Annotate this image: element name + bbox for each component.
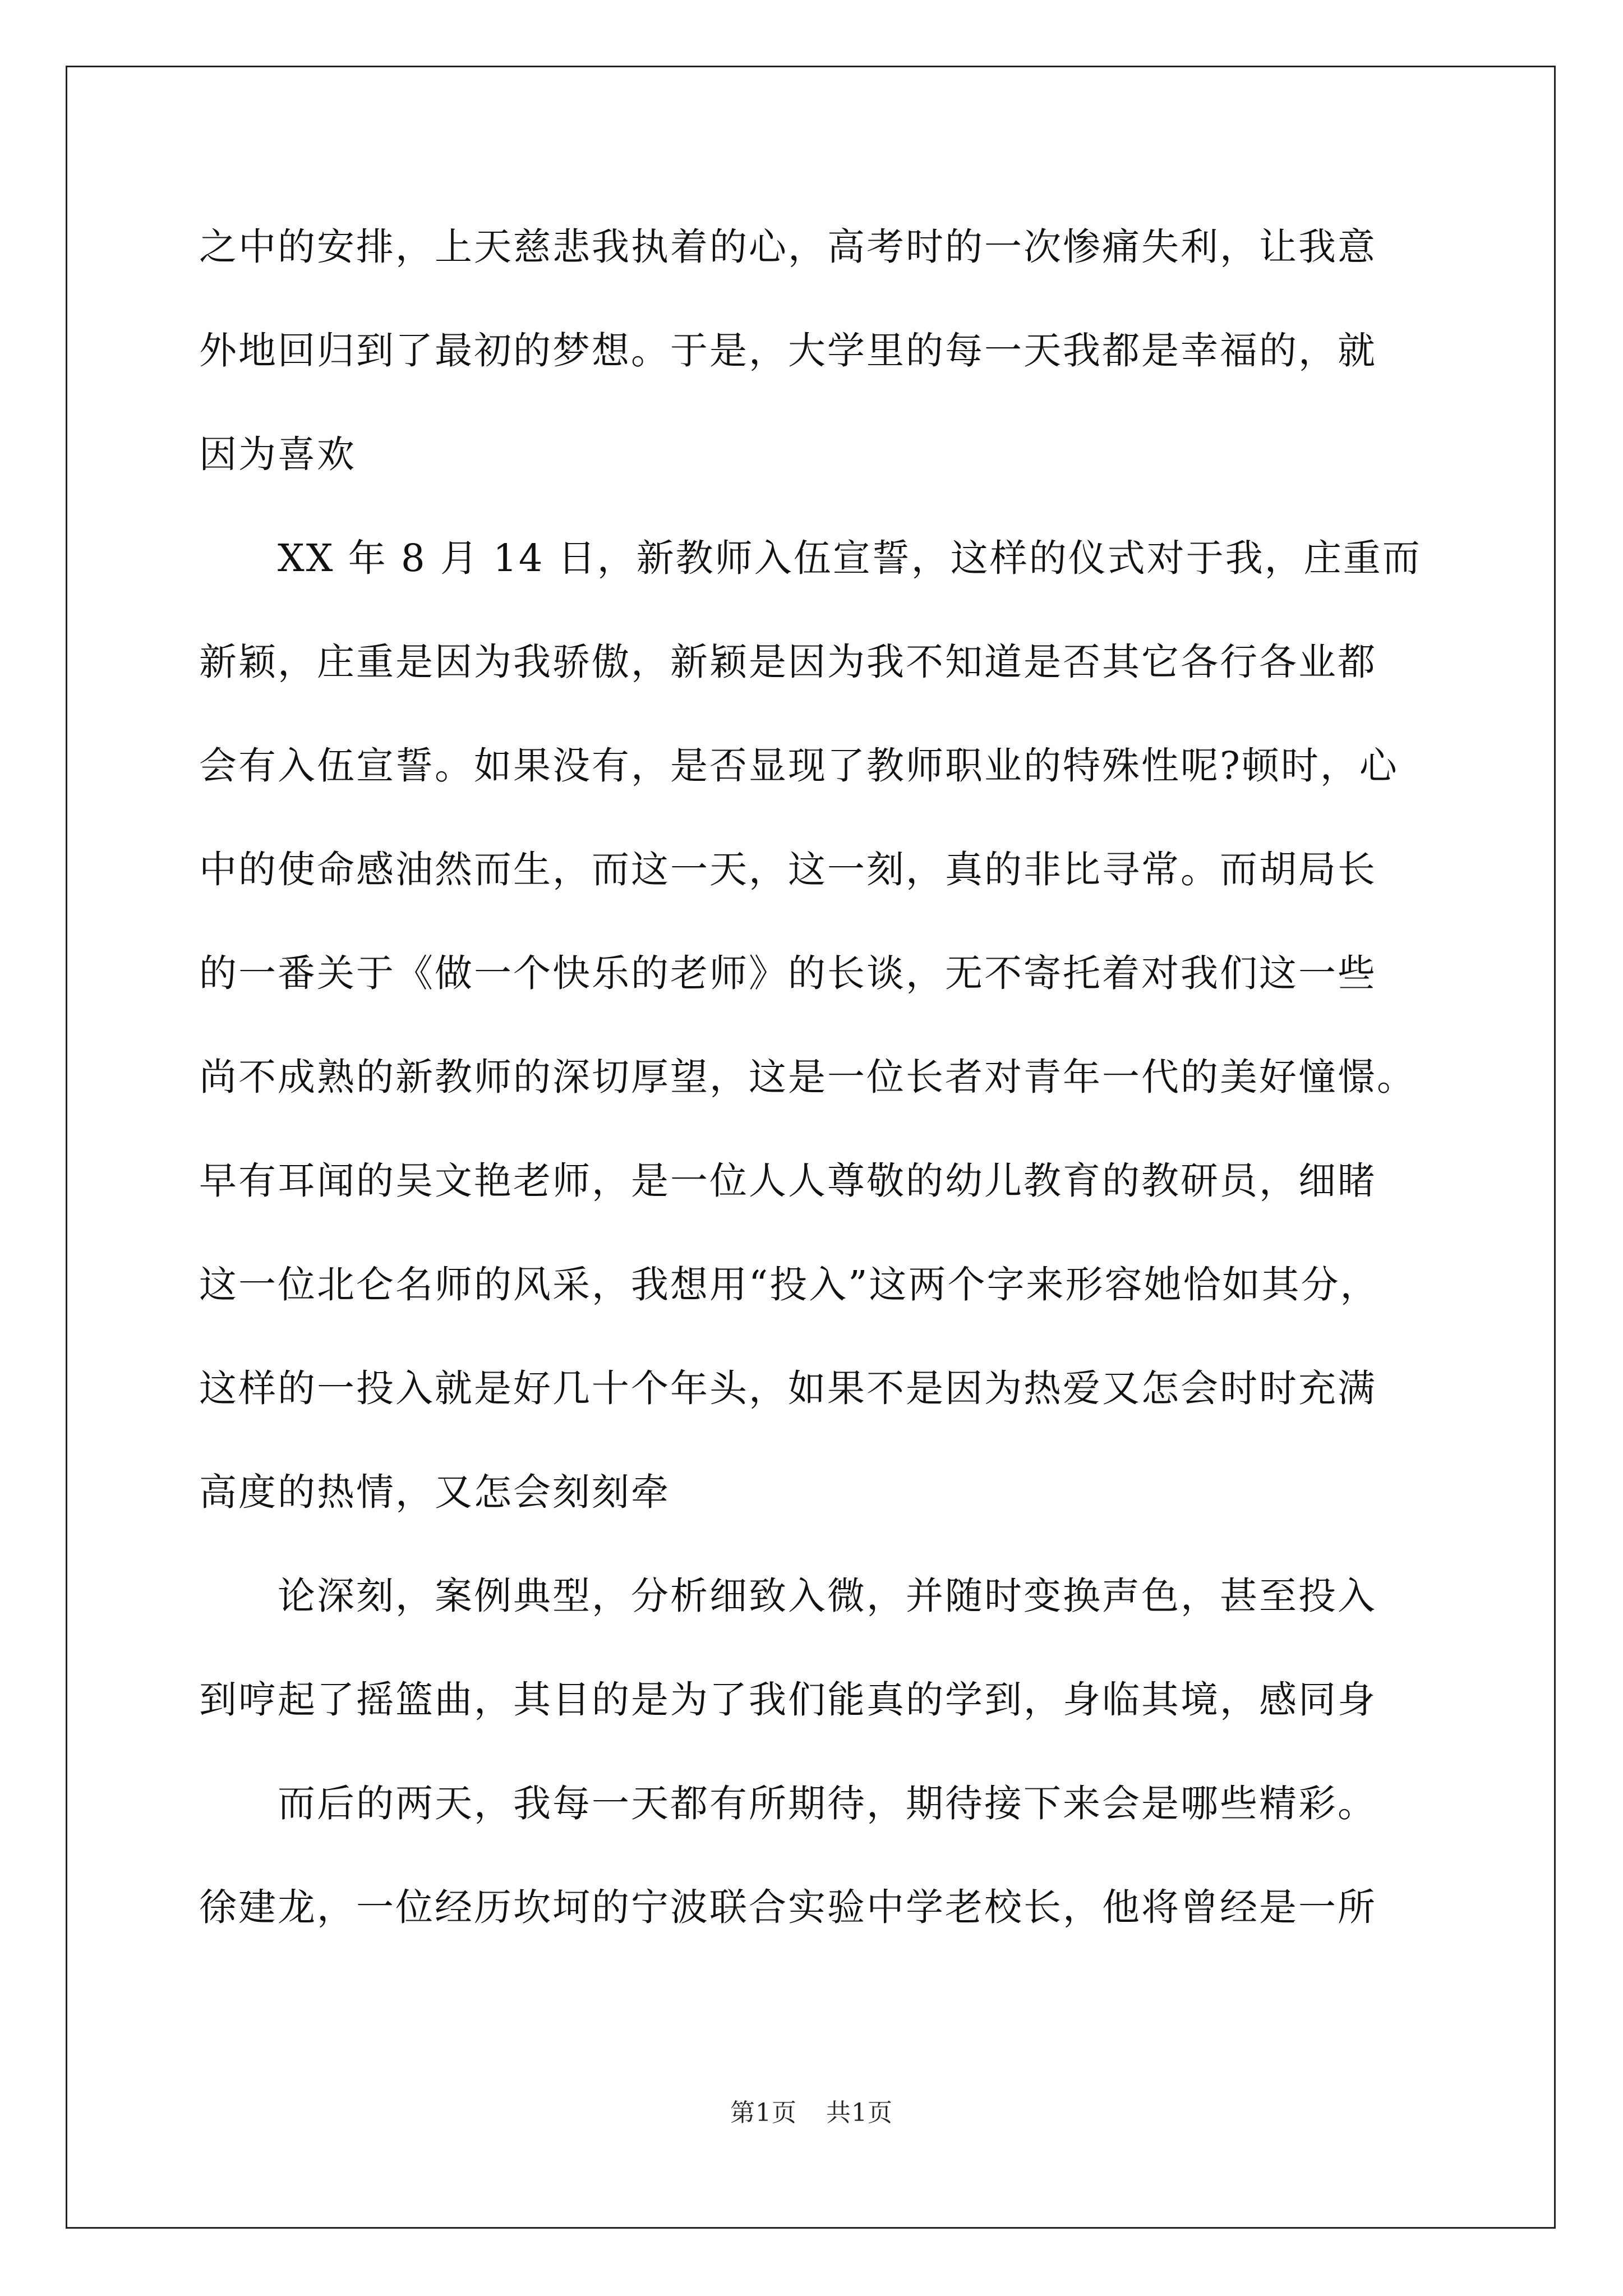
text-line: 徐建龙，一位经历坎坷的宁波联合实验中学老校长，他将曾经是一所 — [199, 1885, 1377, 1929]
document-body — [199, 219, 1461, 1983]
text-line: 会有入伍宣誓。如果没有，是否显现了教师职业的特殊性呢?顿时，心 — [199, 744, 1399, 788]
text-line: 的一番关于《做一个快乐的老师》的长谈，无不寄托着对我们这一些 — [199, 951, 1377, 995]
paragraph-start-line: 论深刻，案例典型，分析细致入微，并随时变换声色，甚至投入 — [278, 1574, 1377, 1618]
paragraph-start-line: 而后的两天，我每一天都有所期待，期待接下来会是哪些精彩。 — [278, 1782, 1377, 1825]
text-line: 这一位北仑名师的风采，我想用“投入”这两个字来形容她恰如其分， — [199, 1263, 1380, 1306]
page-number: 第1页 — [730, 2099, 797, 2127]
text-line: 早有耳闻的吴文艳老师，是一位人人尊敬的幼儿教育的教研员，细睹 — [199, 1159, 1377, 1203]
text-line: 外地回归到了最初的梦想。于是，大学里的每一天我都是幸福的，就 — [199, 329, 1377, 372]
text-line: 到哼起了摇篮曲，其目的是为了我们能真的学到，身临其境，感同身 — [199, 1678, 1377, 1722]
page-footer — [0, 2092, 1623, 2128]
text-line: 因为喜欢 — [199, 432, 356, 476]
paragraph-start-line: XX 年 8 月 14 日，新教师入伍宣誓，这样的仪式对于我，庄重而 — [278, 536, 1422, 580]
text-line: 中的使命感油然而生，而这一天，这一刻，真的非比寻常。而胡局长 — [199, 848, 1377, 891]
text-line: 之中的安排，上天慈悲我执着的心，高考时的一次惨痛失利，让我意 — [199, 225, 1377, 269]
text-line: 这样的一投入就是好几十个年头，如果不是因为热爱又怎会时时充满 — [199, 1366, 1377, 1410]
text-line: 尚不成熟的新教师的深切厚望，这是一位长者对青年一代的美好憧憬。 — [199, 1055, 1416, 1099]
text-line: 新颖，庄重是因为我骄傲，新颖是因为我不知道是否其它各行各业都 — [199, 640, 1377, 684]
page-total: 共1页 — [826, 2099, 893, 2127]
text-line: 高度的热情，又怎会刻刻牵 — [199, 1470, 670, 1514]
